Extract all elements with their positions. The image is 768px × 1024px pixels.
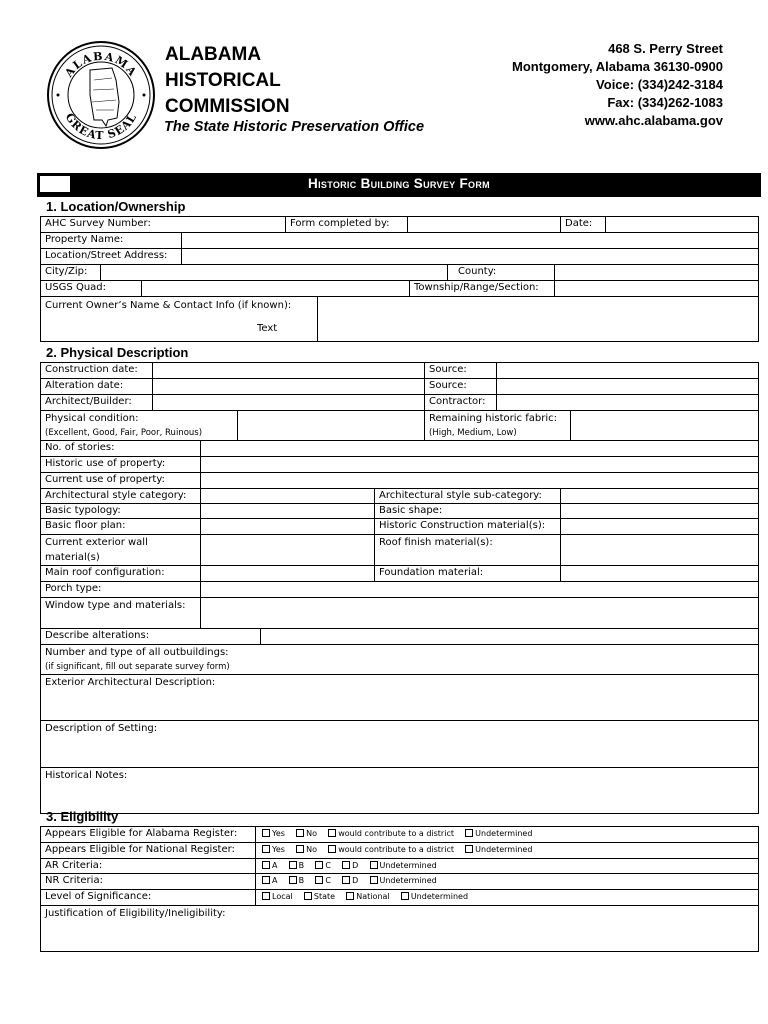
outbuildings-label: Number and type of all outbuildings:: [45, 647, 229, 658]
historical-notes-label: Historical Notes:: [45, 770, 128, 781]
roof-finish-label: Roof finish material(s):: [375, 535, 561, 565]
nr-d-option[interactable]: D: [342, 874, 358, 889]
architect-label: Architect/Builder:: [41, 395, 153, 410]
org-line-2: HISTORICAL: [165, 70, 281, 91]
ar-criteria-label: AR Criteria:: [41, 859, 256, 873]
great-seal-logo: [46, 40, 156, 150]
construction-material-label: Historic Construction material(s):: [375, 519, 561, 534]
roof-config-field[interactable]: [201, 566, 375, 581]
historic-use-field[interactable]: [201, 457, 759, 472]
nr-criteria-options: [256, 874, 759, 889]
significance-label: Level of Significance:: [41, 890, 256, 905]
usgs-quad-label: USGS Quad:: [41, 281, 142, 296]
website-link[interactable]: www.ahc.alabama.gov: [584, 113, 723, 128]
org-subtitle: The State Historic Preservation Office: [164, 119, 425, 135]
checkbox-icon[interactable]: [346, 892, 354, 900]
city-zip-label: City/Zip:: [41, 265, 101, 280]
physical-description-table: [40, 362, 759, 814]
outbuildings-hint: (if significant, fill out separate survey form): [45, 661, 230, 672]
construction-date-label: Construction date:: [41, 363, 153, 378]
checkbox-icon[interactable]: [342, 876, 350, 884]
city-address: Montgomery, Alabama 36130-0900: [512, 59, 723, 74]
setting-label: Description of Setting:: [45, 723, 158, 734]
org-line-1: ALABAMA: [165, 44, 262, 65]
section-1-heading: 1. Location/Ownership: [46, 199, 186, 214]
window-field[interactable]: [201, 598, 759, 628]
checkbox-icon[interactable]: [289, 861, 297, 869]
alterations-label: Describe alterations:: [41, 629, 261, 644]
significance-undetermined-option[interactable]: Undetermined: [401, 890, 468, 905]
owner-label-cell: [41, 297, 318, 341]
state-option[interactable]: State: [304, 890, 335, 905]
checkbox-icon[interactable]: [342, 861, 350, 869]
form-title: Historic Building Survey Form: [308, 176, 490, 191]
al-register-label: Appears Eligible for Alabama Register:: [41, 827, 256, 842]
owner-field[interactable]: [318, 297, 759, 341]
checkbox-icon[interactable]: [304, 892, 312, 900]
form-completed-by-label: Form completed by:: [286, 217, 408, 232]
org-line-3: COMMISSION: [165, 96, 290, 117]
source-1-field[interactable]: [497, 363, 759, 378]
city-zip-field[interactable]: [101, 265, 448, 280]
nat-yes-option[interactable]: Yes: [262, 843, 285, 858]
township-label: Township/Range/Section:: [410, 281, 555, 296]
floor-plan-field[interactable]: [201, 519, 375, 534]
ext-description-label: Exterior Architectural Description:: [45, 677, 216, 688]
ar-a-option[interactable]: A: [262, 859, 277, 873]
street-address-field[interactable]: [182, 249, 759, 264]
checkbox-icon[interactable]: [262, 892, 270, 900]
style-category-field[interactable]: [201, 489, 375, 503]
setting-field[interactable]: [41, 721, 759, 767]
historic-use-label: Historic use of property:: [41, 457, 201, 472]
nr-b-option[interactable]: B: [289, 874, 305, 889]
checkbox-icon[interactable]: [262, 829, 270, 837]
al-no-option[interactable]: No: [296, 827, 317, 842]
section-3-heading: 3. Eligibility: [46, 809, 119, 824]
nat-no-option[interactable]: No: [296, 843, 317, 858]
checkbox-icon[interactable]: [370, 876, 378, 884]
nat-register-label: Appears Eligible for National Register:: [41, 843, 256, 858]
nr-criteria-label: NR Criteria:: [41, 874, 256, 889]
ext-wall-label-1: Current exterior wall: [45, 537, 148, 548]
window-label: Window type and materials:: [41, 598, 201, 628]
al-yes-option[interactable]: Yes: [262, 827, 285, 842]
checkbox-icon[interactable]: [262, 861, 270, 869]
ar-c-option[interactable]: C: [315, 859, 331, 873]
source-2-label: Source:: [425, 379, 497, 394]
floor-plan-label: Basic floor plan:: [41, 519, 201, 534]
fabric-label: Remaining historic fabric:: [429, 413, 557, 424]
construction-date-field[interactable]: [153, 363, 425, 378]
foundation-field[interactable]: [561, 566, 759, 581]
county-field[interactable]: [555, 265, 759, 280]
fabric-hint: (High, Medium, Low): [429, 427, 517, 438]
stories-field[interactable]: [201, 441, 759, 456]
form-title-bar: [37, 173, 761, 197]
property-name-field[interactable]: [182, 233, 759, 248]
checkbox-icon[interactable]: [289, 876, 297, 884]
section-2-heading: 2. Physical Description: [46, 345, 189, 360]
roof-config-label: Main roof configuration:: [41, 566, 201, 581]
local-option[interactable]: Local: [262, 890, 293, 905]
shape-label: Basic shape:: [375, 504, 561, 518]
ext-wall-label-2: material(s): [45, 551, 100, 563]
checkbox-icon[interactable]: [328, 845, 336, 853]
foundation-label: Foundation material:: [375, 566, 561, 581]
ar-b-option[interactable]: B: [289, 859, 305, 873]
construction-material-field[interactable]: [561, 519, 759, 534]
svg-text:GREAT SEAL: GREAT SEAL: [62, 110, 140, 143]
ar-d-option[interactable]: D: [342, 859, 358, 873]
al-register-options: [256, 827, 759, 842]
condition-label: Physical condition:: [45, 413, 139, 424]
nr-c-option[interactable]: C: [315, 874, 331, 889]
current-use-field[interactable]: [201, 473, 759, 488]
owner-label: Current Owner’s Name & Contact Info (if known):: [45, 300, 292, 311]
eligibility-table: [40, 826, 759, 952]
contractor-field[interactable]: [497, 395, 759, 410]
typology-label: Basic typology:: [41, 504, 201, 518]
svg-text:ALABAMA: ALABAMA: [62, 49, 140, 80]
property-name-label: Property Name:: [41, 233, 182, 248]
usgs-quad-field[interactable]: [142, 281, 410, 296]
checkbox-icon[interactable]: [328, 829, 336, 837]
porch-label: Porch type:: [41, 582, 201, 597]
fax-number: Fax: (334)262-1083: [607, 95, 723, 110]
checkbox-icon[interactable]: [296, 845, 304, 853]
condition-hint: (Excellent, Good, Fair, Poor, Ruinous): [45, 427, 203, 438]
organization-name: [165, 42, 290, 120]
alteration-date-label: Alteration date:: [41, 379, 153, 394]
contractor-label: Contractor:: [425, 395, 497, 410]
alterations-field[interactable]: [261, 629, 759, 644]
county-label: County:: [448, 265, 555, 280]
outbuildings-cell[interactable]: [41, 645, 759, 674]
al-contribute-option[interactable]: would contribute to a district: [328, 827, 454, 842]
checkbox-icon[interactable]: [315, 876, 323, 884]
date-label: Date:: [561, 217, 606, 232]
justification-field[interactable]: [41, 906, 759, 951]
ar-undetermined-option[interactable]: Undetermined: [370, 859, 437, 873]
shape-field[interactable]: [561, 504, 759, 518]
roof-finish-field[interactable]: [561, 535, 759, 565]
style-subcategory-label: Architectural style sub-category:: [375, 489, 561, 503]
national-option[interactable]: National: [346, 890, 389, 905]
nat-contribute-option[interactable]: would contribute to a district: [328, 843, 454, 858]
nr-undetermined-option[interactable]: Undetermined: [370, 874, 437, 889]
fabric-field[interactable]: [571, 411, 759, 440]
street-address-label: Location/Street Address:: [41, 249, 182, 264]
township-field[interactable]: [555, 281, 759, 296]
typology-field[interactable]: [201, 504, 375, 518]
location-ownership-table: [40, 216, 759, 342]
date-field[interactable]: [606, 217, 759, 232]
source-2-field[interactable]: [497, 379, 759, 394]
stories-label: No. of stories:: [41, 441, 201, 456]
style-subcategory-field[interactable]: [561, 489, 759, 503]
historical-notes-field[interactable]: [41, 768, 759, 813]
contact-block: [512, 40, 723, 130]
ext-wall-label-cell: [41, 535, 201, 565]
condition-field[interactable]: [238, 411, 425, 440]
checkbox-icon[interactable]: [370, 861, 378, 869]
checkbox-icon[interactable]: [465, 829, 473, 837]
significance-options: [256, 890, 759, 905]
ar-criteria-options: [256, 859, 759, 873]
owner-text: Text: [257, 323, 278, 334]
survey-number-label: AHC Survey Number:: [41, 217, 286, 232]
fabric-label-cell: [425, 411, 571, 440]
form-completed-by-field[interactable]: [408, 217, 561, 232]
porch-field[interactable]: [201, 582, 759, 597]
alteration-date-field[interactable]: [153, 379, 425, 394]
checkbox-icon[interactable]: [296, 829, 304, 837]
condition-label-cell: [41, 411, 238, 440]
ext-description-field[interactable]: [41, 675, 759, 720]
source-1-label: Source:: [425, 363, 497, 378]
checkbox-icon[interactable]: [315, 861, 323, 869]
checkbox-icon[interactable]: [262, 845, 270, 853]
style-category-label: Architectural style category:: [41, 489, 201, 503]
justification-label: Justification of Eligibility/Ineligibility:: [45, 908, 226, 919]
nr-a-option[interactable]: A: [262, 874, 277, 889]
voice-phone: Voice: (334)242-3184: [596, 77, 723, 92]
nat-register-options: [256, 843, 759, 858]
al-undetermined-option[interactable]: Undetermined: [465, 827, 532, 842]
nat-undetermined-option[interactable]: Undetermined: [465, 843, 532, 858]
street-address: 468 S. Perry Street: [608, 41, 723, 56]
checkbox-icon[interactable]: [262, 876, 270, 884]
checkbox-icon[interactable]: [465, 845, 473, 853]
architect-field[interactable]: [153, 395, 425, 410]
current-use-label: Current use of property:: [41, 473, 201, 488]
checkbox-icon[interactable]: [401, 892, 409, 900]
ext-wall-field[interactable]: [201, 535, 375, 565]
